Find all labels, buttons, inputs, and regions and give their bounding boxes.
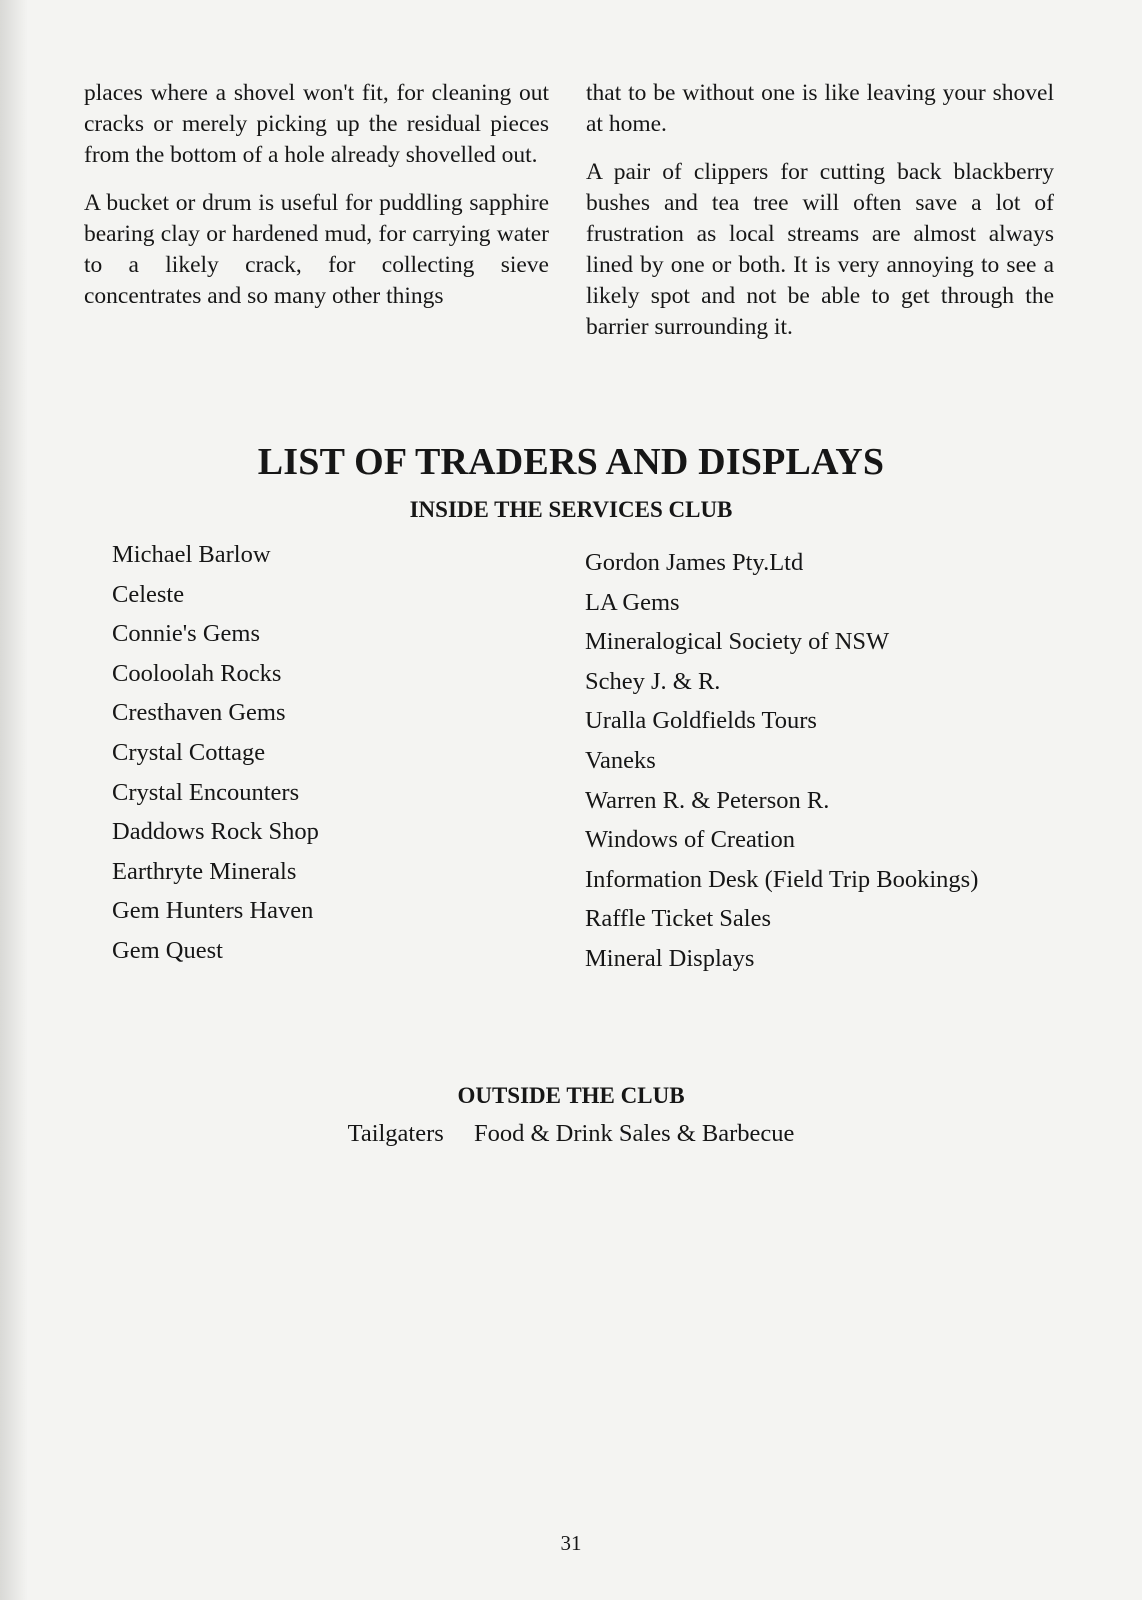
list-item: Gem Hunters Haven (112, 897, 314, 925)
list-item: Michael Barlow (112, 541, 271, 568)
inside-services-club-heading: INSIDE THE SERVICES CLUB (409, 497, 733, 522)
list-item: Mineralogical Society of NSW (585, 628, 890, 656)
traders-list-right (585, 543, 978, 979)
list-item: Schey J. & R. (585, 667, 721, 695)
list-item: Crystal Encounters (112, 778, 300, 806)
list-item: Information Desk (Field Trip Bookings) (585, 865, 979, 893)
traders-list-left (112, 535, 319, 971)
outside-item-food-drink: Food & Drink Sales & Barbecue (473, 1120, 795, 1147)
binding-shadow (0, 0, 28, 1600)
list-item: Cooloolah Rocks (112, 659, 282, 687)
list-item: Windows of Creation (585, 826, 795, 854)
list-item: Celeste (112, 580, 185, 608)
outside-item-tailgaters: Tailgaters (347, 1120, 444, 1147)
list-item: Cresthaven Gems (112, 699, 286, 727)
paragraph: A bucket or drum is useful for puddling sapphire bearing clay or hardened mud, for carrying water to a likely crack, for collecting sieve concentrates and so many other things (84, 190, 549, 309)
paragraph: that to be without one is like leaving your shovel at home. (586, 80, 1054, 137)
outside-club-heading: OUTSIDE THE CLUB (457, 1083, 685, 1108)
list-item: Raffle Ticket Sales (585, 905, 772, 933)
list-item: Gordon James Pty.Ltd (585, 549, 804, 576)
list-item: Gem Quest (112, 936, 223, 964)
list-item: LA Gems (585, 588, 680, 616)
right-text-column (586, 78, 1054, 360)
list-item: Connie's Gems (112, 620, 261, 648)
paragraph: places where a shovel won't fit, for cleaning out cracks or merely picking up the residual pieces from the bottom of a hole already shovelled out. (84, 80, 549, 168)
list-item: Warren R. & Peterson R. (585, 786, 830, 814)
paragraph: A pair of clippers for cutting back blackberry bushes and tea tree will often save a lot of frustration as local streams are almost always lined by one or both. It is very annoying to see a likely spot and not be able to get through the barrier surrounding it. (586, 159, 1054, 340)
list-item: Mineral Displays (585, 944, 755, 972)
page-number: 31 (560, 1531, 582, 1555)
list-item: Earthryte Minerals (112, 857, 297, 885)
list-item: Vaneks (585, 746, 656, 774)
list-item: Uralla Goldfields Tours (585, 707, 817, 735)
outside-club-items (0, 1120, 1142, 1148)
page-title: LIST OF TRADERS AND DISPLAYS (257, 441, 885, 483)
list-item: Daddows Rock Shop (112, 818, 319, 846)
left-text-column (84, 78, 549, 329)
list-item: Crystal Cottage (112, 738, 266, 766)
